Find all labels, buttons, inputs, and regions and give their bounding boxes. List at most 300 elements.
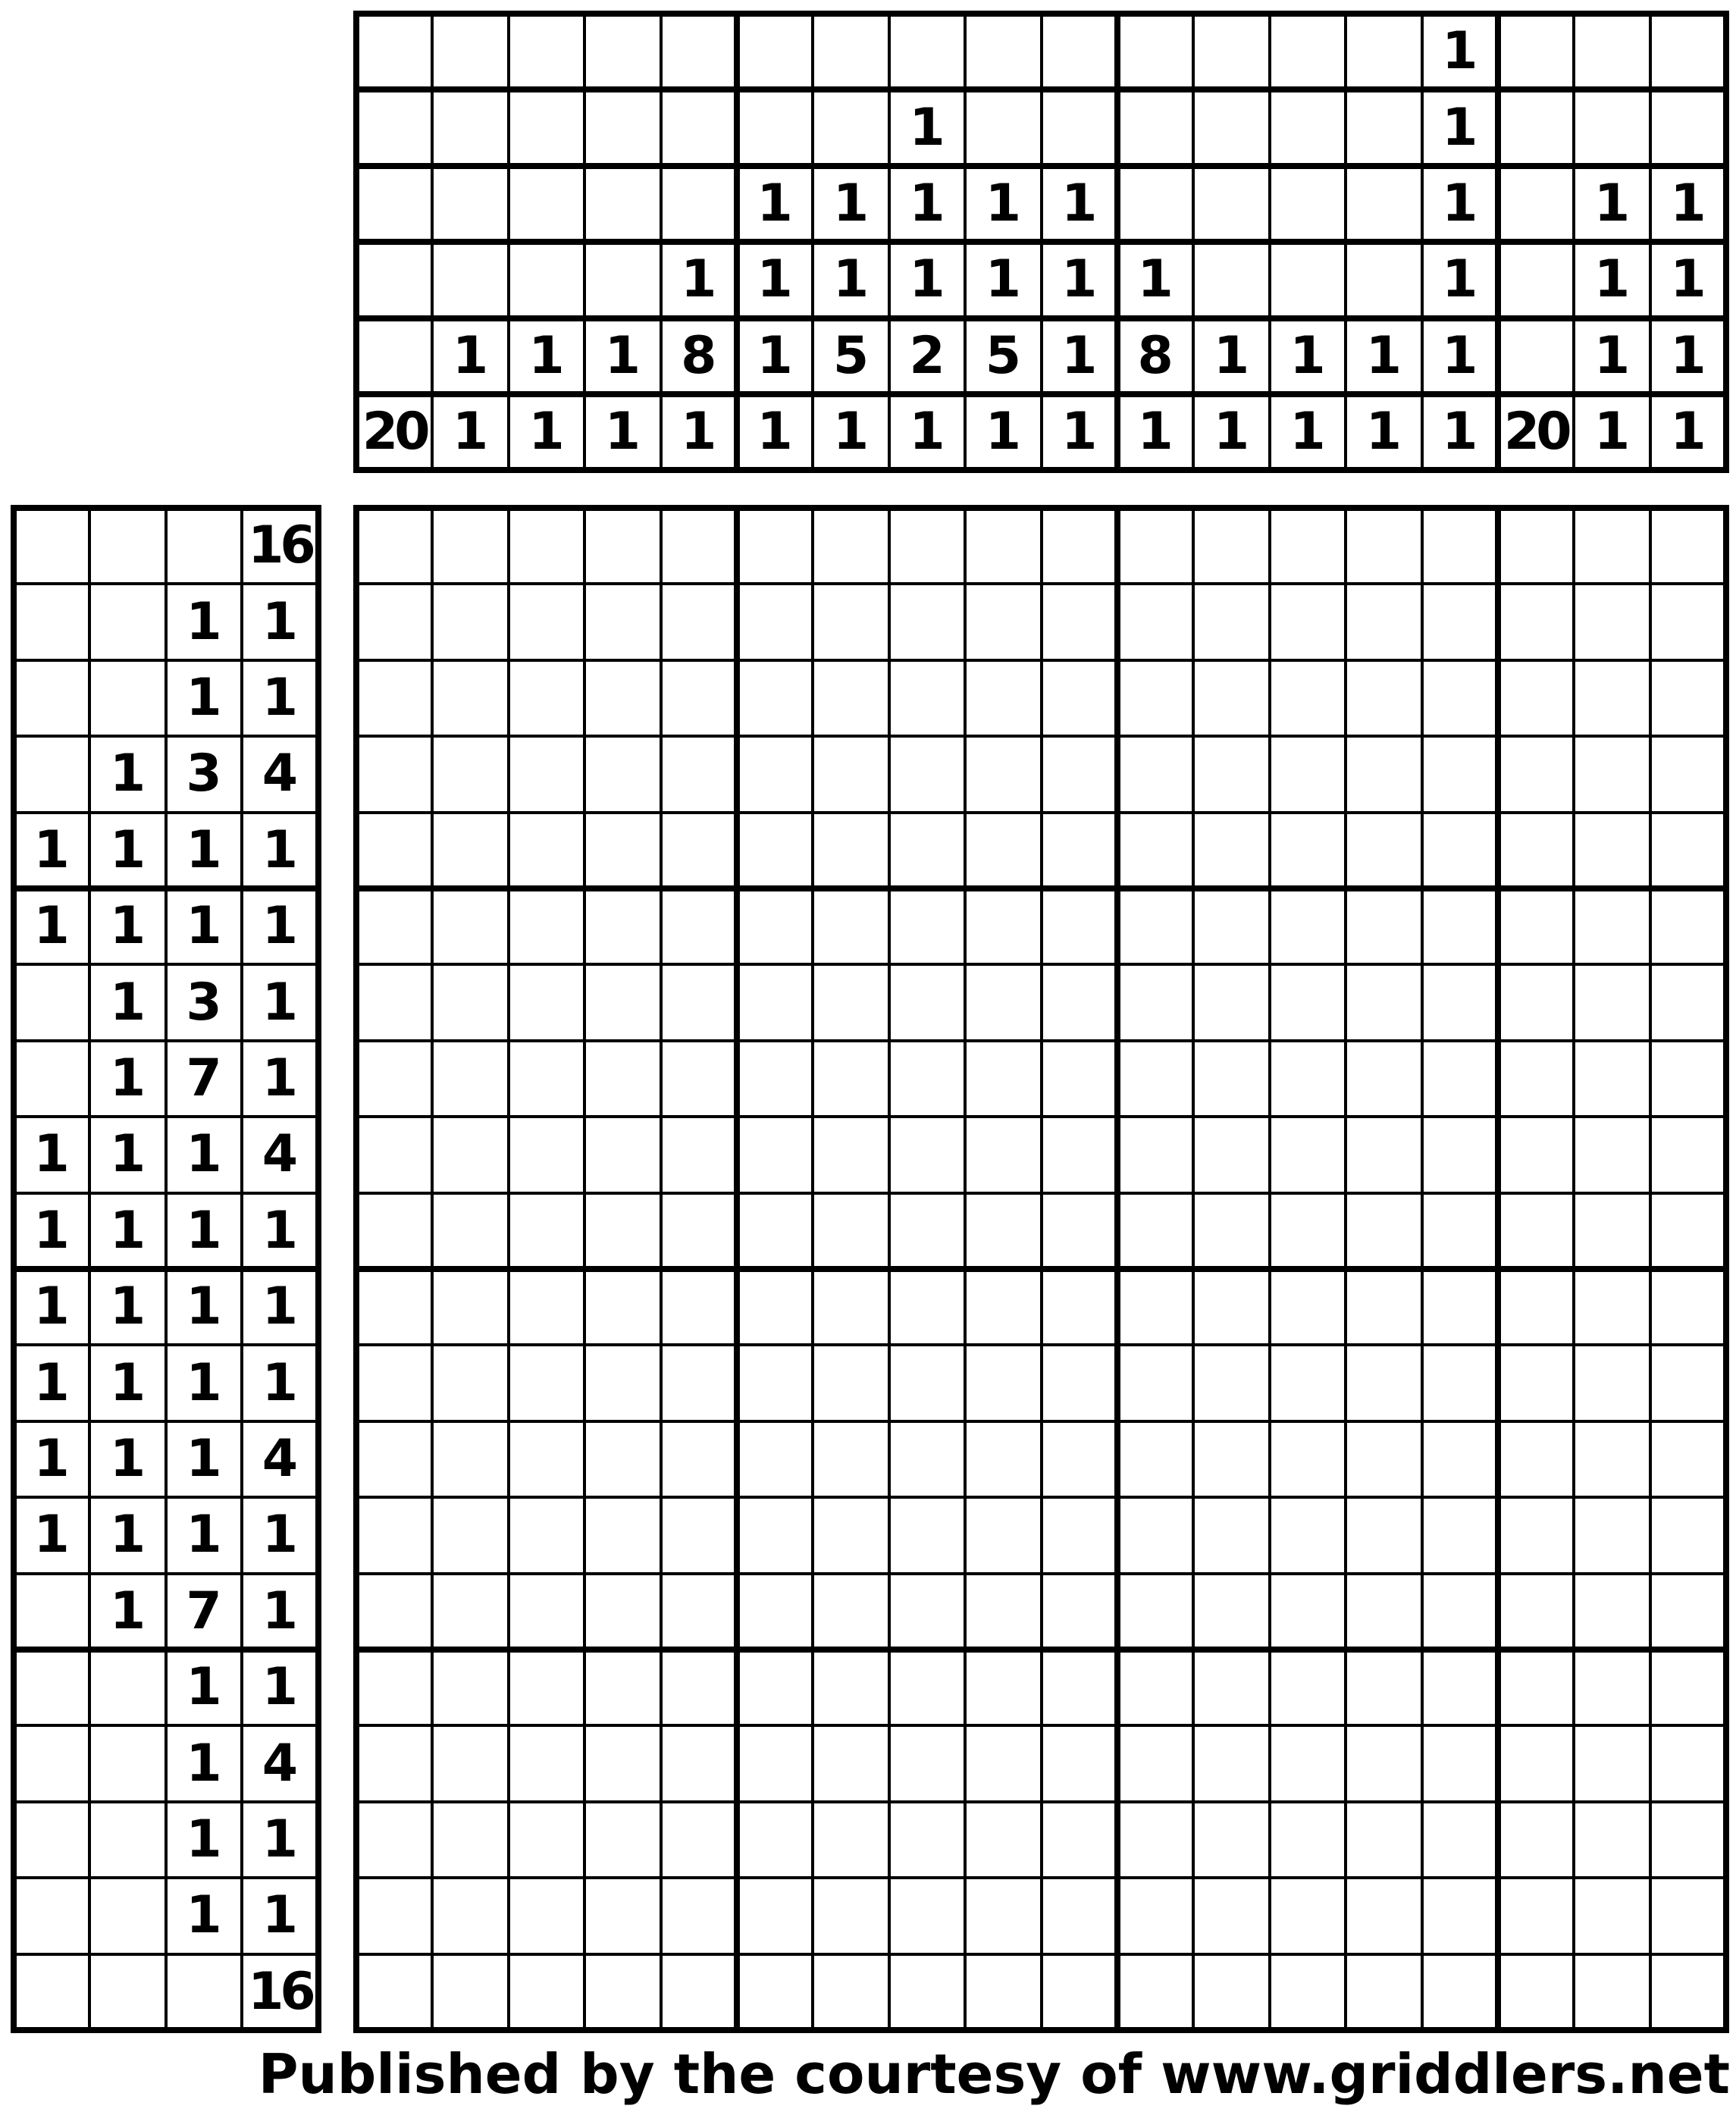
- grid-cell[interactable]: [1422, 1650, 1498, 1725]
- grid-cell[interactable]: [965, 1802, 1041, 1878]
- grid-cell[interactable]: [1117, 1497, 1193, 1573]
- grid-cell[interactable]: [584, 1802, 660, 1878]
- grid-cell[interactable]: [1042, 1421, 1117, 1497]
- grid-cell[interactable]: [356, 888, 432, 964]
- grid-cell[interactable]: [813, 1041, 888, 1117]
- grid-cell[interactable]: [661, 1725, 737, 1801]
- grid-cell[interactable]: [813, 1193, 888, 1269]
- grid-cell[interactable]: [1042, 1041, 1117, 1117]
- grid-cell[interactable]: [1346, 813, 1421, 888]
- grid-cell[interactable]: [661, 1117, 737, 1192]
- grid-cell[interactable]: [1574, 1345, 1650, 1421]
- grid-cell[interactable]: [509, 660, 584, 736]
- grid-cell[interactable]: [1270, 1574, 1346, 1650]
- grid-cell[interactable]: [1042, 1117, 1117, 1192]
- grid-cell[interactable]: [1650, 1421, 1726, 1497]
- grid-cell[interactable]: [1346, 1878, 1421, 1954]
- grid-cell[interactable]: [509, 1954, 584, 2030]
- grid-cell[interactable]: [1422, 1574, 1498, 1650]
- grid-cell[interactable]: [1650, 813, 1726, 888]
- grid-cell[interactable]: [1270, 1802, 1346, 1878]
- grid-cell[interactable]: [432, 1421, 508, 1497]
- grid-cell[interactable]: [889, 1954, 965, 2030]
- grid-cell[interactable]: [1346, 888, 1421, 964]
- grid-cell[interactable]: [1042, 1650, 1117, 1725]
- grid-cell[interactable]: [1193, 888, 1269, 964]
- grid-cell[interactable]: [1574, 964, 1650, 1040]
- grid-cell[interactable]: [584, 1878, 660, 1954]
- grid-cell[interactable]: [1117, 813, 1193, 888]
- grid-cell[interactable]: [1270, 1650, 1346, 1725]
- grid-cell[interactable]: [1346, 1725, 1421, 1801]
- grid-cell[interactable]: [1422, 660, 1498, 736]
- grid-cell[interactable]: [1574, 1650, 1650, 1725]
- grid-cell[interactable]: [965, 1117, 1041, 1192]
- grid-cell[interactable]: [1346, 1041, 1421, 1117]
- grid-cell[interactable]: [1574, 1041, 1650, 1117]
- grid-cell[interactable]: [356, 813, 432, 888]
- grid-cell[interactable]: [889, 660, 965, 736]
- grid-cell[interactable]: [737, 1954, 813, 2030]
- grid-cell[interactable]: [584, 584, 660, 660]
- grid-cell[interactable]: [1650, 1269, 1726, 1345]
- grid-cell[interactable]: [1650, 964, 1726, 1040]
- grid-cell[interactable]: [1117, 736, 1193, 812]
- grid-cell[interactable]: [1498, 1041, 1574, 1117]
- grid-cell[interactable]: [1117, 1954, 1193, 2030]
- grid-cell[interactable]: [356, 1193, 432, 1269]
- grid-cell[interactable]: [356, 1497, 432, 1573]
- grid-cell[interactable]: [965, 736, 1041, 812]
- grid-cell[interactable]: [1650, 1802, 1726, 1878]
- grid-cell[interactable]: [661, 1650, 737, 1725]
- grid-cell[interactable]: [509, 1345, 584, 1421]
- grid-cell[interactable]: [965, 1269, 1041, 1345]
- grid-cell[interactable]: [1498, 584, 1574, 660]
- grid-cell[interactable]: [813, 1497, 888, 1573]
- grid-cell[interactable]: [889, 813, 965, 888]
- grid-cell[interactable]: [661, 1802, 737, 1878]
- grid-cell[interactable]: [1270, 813, 1346, 888]
- grid-cell[interactable]: [356, 736, 432, 812]
- grid-cell[interactable]: [1270, 1497, 1346, 1573]
- grid-cell[interactable]: [509, 1650, 584, 1725]
- grid-cell[interactable]: [889, 1574, 965, 1650]
- grid-cell[interactable]: [1574, 584, 1650, 660]
- grid-cell[interactable]: [1498, 1117, 1574, 1192]
- grid-cell[interactable]: [813, 584, 888, 660]
- grid-cell[interactable]: [1574, 1725, 1650, 1801]
- grid-cell[interactable]: [1042, 736, 1117, 812]
- grid-cell[interactable]: [1498, 964, 1574, 1040]
- grid-cell[interactable]: [1650, 1725, 1726, 1801]
- grid-cell[interactable]: [1422, 1041, 1498, 1117]
- grid-cell[interactable]: [432, 1650, 508, 1725]
- grid-cell[interactable]: [965, 584, 1041, 660]
- grid-cell[interactable]: [509, 508, 584, 584]
- grid-cell[interactable]: [1193, 1802, 1269, 1878]
- grid-cell[interactable]: [1042, 1497, 1117, 1573]
- grid-cell[interactable]: [1042, 1193, 1117, 1269]
- grid-cell[interactable]: [1422, 888, 1498, 964]
- grid-cell[interactable]: [813, 1345, 888, 1421]
- grid-cell[interactable]: [965, 964, 1041, 1040]
- grid-cell[interactable]: [661, 1345, 737, 1421]
- grid-cell[interactable]: [509, 1878, 584, 1954]
- grid-cell[interactable]: [965, 888, 1041, 964]
- grid-cell[interactable]: [1574, 660, 1650, 736]
- grid-cell[interactable]: [432, 736, 508, 812]
- grid-cell[interactable]: [1574, 1497, 1650, 1573]
- grid-cell[interactable]: [584, 660, 660, 736]
- grid-cell[interactable]: [737, 1878, 813, 1954]
- grid-cell[interactable]: [1422, 508, 1498, 584]
- grid-cell[interactable]: [1346, 1954, 1421, 2030]
- grid-cell[interactable]: [737, 888, 813, 964]
- grid-cell[interactable]: [737, 1574, 813, 1650]
- grid-cell[interactable]: [737, 508, 813, 584]
- grid-cell[interactable]: [1498, 1269, 1574, 1345]
- grid-cell[interactable]: [1650, 508, 1726, 584]
- grid-cell[interactable]: [965, 508, 1041, 584]
- grid-cell[interactable]: [1422, 1345, 1498, 1421]
- grid-cell[interactable]: [1498, 508, 1574, 584]
- grid-cell[interactable]: [1193, 1878, 1269, 1954]
- grid-cell[interactable]: [509, 1269, 584, 1345]
- grid-cell[interactable]: [1270, 888, 1346, 964]
- grid-cell[interactable]: [1117, 888, 1193, 964]
- grid-cell[interactable]: [1574, 1193, 1650, 1269]
- grid-cell[interactable]: [509, 1574, 584, 1650]
- grid-cell[interactable]: [432, 660, 508, 736]
- grid-cell[interactable]: [889, 964, 965, 1040]
- grid-cell[interactable]: [889, 1725, 965, 1801]
- grid-cell[interactable]: [661, 813, 737, 888]
- grid-cell[interactable]: [1422, 1802, 1498, 1878]
- grid-cell[interactable]: [1117, 1269, 1193, 1345]
- grid-cell[interactable]: [1574, 1117, 1650, 1192]
- grid-cell[interactable]: [432, 1574, 508, 1650]
- grid-cell[interactable]: [1498, 1345, 1574, 1421]
- grid-cell[interactable]: [737, 736, 813, 812]
- grid-cell[interactable]: [889, 1878, 965, 1954]
- grid-cell[interactable]: [813, 736, 888, 812]
- grid-cell[interactable]: [1498, 1650, 1574, 1725]
- grid-cell[interactable]: [813, 1954, 888, 2030]
- grid-cell[interactable]: [1498, 660, 1574, 736]
- grid-cell[interactable]: [432, 1345, 508, 1421]
- grid-cell[interactable]: [1042, 508, 1117, 584]
- grid-cell[interactable]: [1117, 660, 1193, 736]
- grid-cell[interactable]: [1117, 584, 1193, 660]
- grid-cell[interactable]: [356, 1802, 432, 1878]
- grid-cell[interactable]: [584, 1650, 660, 1725]
- grid-cell[interactable]: [432, 1497, 508, 1573]
- grid-cell[interactable]: [1346, 1345, 1421, 1421]
- grid-cell[interactable]: [1422, 1117, 1498, 1192]
- grid-cell[interactable]: [813, 660, 888, 736]
- grid-cell[interactable]: [1650, 888, 1726, 964]
- grid-cell[interactable]: [1042, 1345, 1117, 1421]
- grid-cell[interactable]: [1042, 1878, 1117, 1954]
- grid-cell[interactable]: [1117, 1725, 1193, 1801]
- grid-cell[interactable]: [1346, 508, 1421, 584]
- grid-cell[interactable]: [432, 1269, 508, 1345]
- grid-cell[interactable]: [889, 584, 965, 660]
- grid-cell[interactable]: [889, 508, 965, 584]
- grid-cell[interactable]: [661, 1041, 737, 1117]
- grid-cell[interactable]: [584, 1041, 660, 1117]
- grid-cell[interactable]: [1650, 1954, 1726, 2030]
- grid-cell[interactable]: [889, 1193, 965, 1269]
- grid-cell[interactable]: [1117, 1193, 1193, 1269]
- grid-cell[interactable]: [1650, 584, 1726, 660]
- grid-cell[interactable]: [1193, 1650, 1269, 1725]
- grid-cell[interactable]: [661, 660, 737, 736]
- grid-cell[interactable]: [1650, 1497, 1726, 1573]
- grid-cell[interactable]: [1498, 1497, 1574, 1573]
- grid-cell[interactable]: [965, 1650, 1041, 1725]
- grid-cell[interactable]: [1498, 1574, 1574, 1650]
- grid-cell[interactable]: [584, 1193, 660, 1269]
- grid-cell[interactable]: [432, 888, 508, 964]
- grid-cell[interactable]: [584, 964, 660, 1040]
- grid-cell[interactable]: [1042, 964, 1117, 1040]
- grid-cell[interactable]: [584, 1574, 660, 1650]
- grid-cell[interactable]: [1042, 1954, 1117, 2030]
- grid-cell[interactable]: [1498, 736, 1574, 812]
- grid-cell[interactable]: [509, 1421, 584, 1497]
- grid-cell[interactable]: [1422, 1193, 1498, 1269]
- grid-cell[interactable]: [1498, 1954, 1574, 2030]
- grid-cell[interactable]: [889, 1802, 965, 1878]
- grid-cell[interactable]: [1270, 964, 1346, 1040]
- grid-cell[interactable]: [661, 1574, 737, 1650]
- grid-cell[interactable]: [432, 813, 508, 888]
- grid-cell[interactable]: [737, 1802, 813, 1878]
- grid-cell[interactable]: [356, 1421, 432, 1497]
- grid-cell[interactable]: [1193, 1954, 1269, 2030]
- grid-cell[interactable]: [889, 1041, 965, 1117]
- grid-cell[interactable]: [965, 660, 1041, 736]
- grid-cell[interactable]: [432, 964, 508, 1040]
- grid-cell[interactable]: [661, 736, 737, 812]
- grid-cell[interactable]: [813, 1269, 888, 1345]
- grid-cell[interactable]: [1270, 1345, 1346, 1421]
- grid-cell[interactable]: [1346, 1574, 1421, 1650]
- grid-cell[interactable]: [1346, 584, 1421, 660]
- grid-cell[interactable]: [889, 888, 965, 964]
- grid-cell[interactable]: [1574, 1269, 1650, 1345]
- grid-cell[interactable]: [1422, 1497, 1498, 1573]
- grid-cell[interactable]: [1117, 1421, 1193, 1497]
- grid-cell[interactable]: [737, 964, 813, 1040]
- grid-cell[interactable]: [356, 584, 432, 660]
- grid-cell[interactable]: [737, 813, 813, 888]
- grid-cell[interactable]: [356, 1117, 432, 1192]
- grid-cell[interactable]: [1574, 1802, 1650, 1878]
- grid-cell[interactable]: [509, 1193, 584, 1269]
- grid-cell[interactable]: [432, 1802, 508, 1878]
- grid-cell[interactable]: [1193, 1421, 1269, 1497]
- grid-cell[interactable]: [889, 1421, 965, 1497]
- grid-cell[interactable]: [509, 1802, 584, 1878]
- grid-cell[interactable]: [813, 1574, 888, 1650]
- grid-cell[interactable]: [1346, 1802, 1421, 1878]
- grid-cell[interactable]: [1346, 1421, 1421, 1497]
- grid-cell[interactable]: [737, 1725, 813, 1801]
- grid-cell[interactable]: [1498, 888, 1574, 964]
- grid-cell[interactable]: [432, 584, 508, 660]
- grid-cell[interactable]: [1117, 1345, 1193, 1421]
- grid-cell[interactable]: [356, 1650, 432, 1725]
- grid-cell[interactable]: [1574, 888, 1650, 964]
- grid-cell[interactable]: [1346, 736, 1421, 812]
- grid-cell[interactable]: [584, 888, 660, 964]
- grid-cell[interactable]: [1042, 1269, 1117, 1345]
- grid-cell[interactable]: [1346, 964, 1421, 1040]
- grid-cell[interactable]: [1270, 1421, 1346, 1497]
- grid-cell[interactable]: [1422, 1878, 1498, 1954]
- grid-cell[interactable]: [1270, 736, 1346, 812]
- grid-cell[interactable]: [965, 1041, 1041, 1117]
- grid-cell[interactable]: [1042, 660, 1117, 736]
- grid-cell[interactable]: [509, 736, 584, 812]
- grid-cell[interactable]: [584, 1497, 660, 1573]
- grid-cell[interactable]: [1422, 736, 1498, 812]
- grid-cell[interactable]: [813, 888, 888, 964]
- grid-cell[interactable]: [584, 1269, 660, 1345]
- grid-cell[interactable]: [813, 1650, 888, 1725]
- grid-cell[interactable]: [1574, 813, 1650, 888]
- grid-cell[interactable]: [737, 1117, 813, 1192]
- grid-cell[interactable]: [661, 1193, 737, 1269]
- grid-cell[interactable]: [965, 1725, 1041, 1801]
- grid-cell[interactable]: [889, 1269, 965, 1345]
- grid-cell[interactable]: [584, 1421, 660, 1497]
- grid-cell[interactable]: [1042, 584, 1117, 660]
- grid-cell[interactable]: [737, 1497, 813, 1573]
- grid-cell[interactable]: [509, 964, 584, 1040]
- grid-cell[interactable]: [1193, 584, 1269, 660]
- grid-cell[interactable]: [889, 736, 965, 812]
- grid-cell[interactable]: [737, 1041, 813, 1117]
- grid-cell[interactable]: [1422, 584, 1498, 660]
- grid-cell[interactable]: [1270, 508, 1346, 584]
- grid-cell[interactable]: [1650, 1878, 1726, 1954]
- grid-cell[interactable]: [1193, 736, 1269, 812]
- grid-cell[interactable]: [1650, 1041, 1726, 1117]
- grid-cell[interactable]: [813, 1725, 888, 1801]
- grid-cell[interactable]: [1270, 1878, 1346, 1954]
- grid-cell[interactable]: [1193, 660, 1269, 736]
- grid-cell[interactable]: [432, 1878, 508, 1954]
- grid-cell[interactable]: [813, 964, 888, 1040]
- grid-cell[interactable]: [1193, 508, 1269, 584]
- grid-cell[interactable]: [1650, 660, 1726, 736]
- grid-cell[interactable]: [661, 888, 737, 964]
- grid-cell[interactable]: [1574, 1421, 1650, 1497]
- grid-cell[interactable]: [1117, 1574, 1193, 1650]
- grid-cell[interactable]: [432, 1041, 508, 1117]
- grid-cell[interactable]: [509, 1725, 584, 1801]
- grid-cell[interactable]: [432, 508, 508, 584]
- grid-cell[interactable]: [1270, 660, 1346, 736]
- grid-cell[interactable]: [509, 1117, 584, 1192]
- grid-cell[interactable]: [889, 1117, 965, 1192]
- grid-cell[interactable]: [737, 584, 813, 660]
- grid-cell[interactable]: [1193, 1193, 1269, 1269]
- grid-cell[interactable]: [509, 584, 584, 660]
- grid-cell[interactable]: [509, 813, 584, 888]
- grid-cell[interactable]: [965, 1497, 1041, 1573]
- grid-cell[interactable]: [661, 1497, 737, 1573]
- grid-cell[interactable]: [1042, 813, 1117, 888]
- grid-cell[interactable]: [661, 508, 737, 584]
- grid-cell[interactable]: [584, 508, 660, 584]
- grid-cell[interactable]: [1574, 736, 1650, 812]
- grid-cell[interactable]: [813, 813, 888, 888]
- grid-cell[interactable]: [356, 1345, 432, 1421]
- grid-cell[interactable]: [356, 1574, 432, 1650]
- grid-cell[interactable]: [737, 1345, 813, 1421]
- grid-cell[interactable]: [1498, 1878, 1574, 1954]
- grid-cell[interactable]: [1193, 964, 1269, 1040]
- grid-cell[interactable]: [965, 1574, 1041, 1650]
- grid-cell[interactable]: [432, 1193, 508, 1269]
- grid-cell[interactable]: [584, 1345, 660, 1421]
- grid-cell[interactable]: [889, 1497, 965, 1573]
- grid-cell[interactable]: [1193, 1345, 1269, 1421]
- grid-cell[interactable]: [356, 964, 432, 1040]
- grid-cell[interactable]: [1650, 1117, 1726, 1192]
- grid-cell[interactable]: [1346, 1650, 1421, 1725]
- grid-cell[interactable]: [432, 1117, 508, 1192]
- grid-cell[interactable]: [737, 660, 813, 736]
- grid-cell[interactable]: [356, 660, 432, 736]
- grid-cell[interactable]: [965, 1421, 1041, 1497]
- grid-cell[interactable]: [1042, 888, 1117, 964]
- grid-cell[interactable]: [1270, 1269, 1346, 1345]
- grid-cell[interactable]: [1346, 1269, 1421, 1345]
- grid-cell[interactable]: [737, 1650, 813, 1725]
- grid-cell[interactable]: [661, 1421, 737, 1497]
- grid-cell[interactable]: [1498, 1802, 1574, 1878]
- grid-cell[interactable]: [584, 1954, 660, 2030]
- grid-cell[interactable]: [584, 813, 660, 888]
- grid-cell[interactable]: [356, 508, 432, 584]
- grid-cell[interactable]: [813, 1802, 888, 1878]
- grid-cell[interactable]: [1117, 1650, 1193, 1725]
- grid-cell[interactable]: [1346, 660, 1421, 736]
- grid-cell[interactable]: [1574, 1574, 1650, 1650]
- grid-cell[interactable]: [1270, 1193, 1346, 1269]
- grid-cell[interactable]: [584, 1117, 660, 1192]
- grid-cell[interactable]: [1574, 1878, 1650, 1954]
- grid-cell[interactable]: [813, 1117, 888, 1192]
- grid-cell[interactable]: [1193, 1117, 1269, 1192]
- grid-cell[interactable]: [432, 1954, 508, 2030]
- grid-cell[interactable]: [661, 584, 737, 660]
- grid-cell[interactable]: [1042, 1802, 1117, 1878]
- grid-cell[interactable]: [1650, 1193, 1726, 1269]
- grid-cell[interactable]: [1193, 1041, 1269, 1117]
- grid-cell[interactable]: [813, 1421, 888, 1497]
- grid-cell[interactable]: [661, 964, 737, 1040]
- grid-cell[interactable]: [584, 1725, 660, 1801]
- grid-cell[interactable]: [813, 508, 888, 584]
- grid-cell[interactable]: [965, 1954, 1041, 2030]
